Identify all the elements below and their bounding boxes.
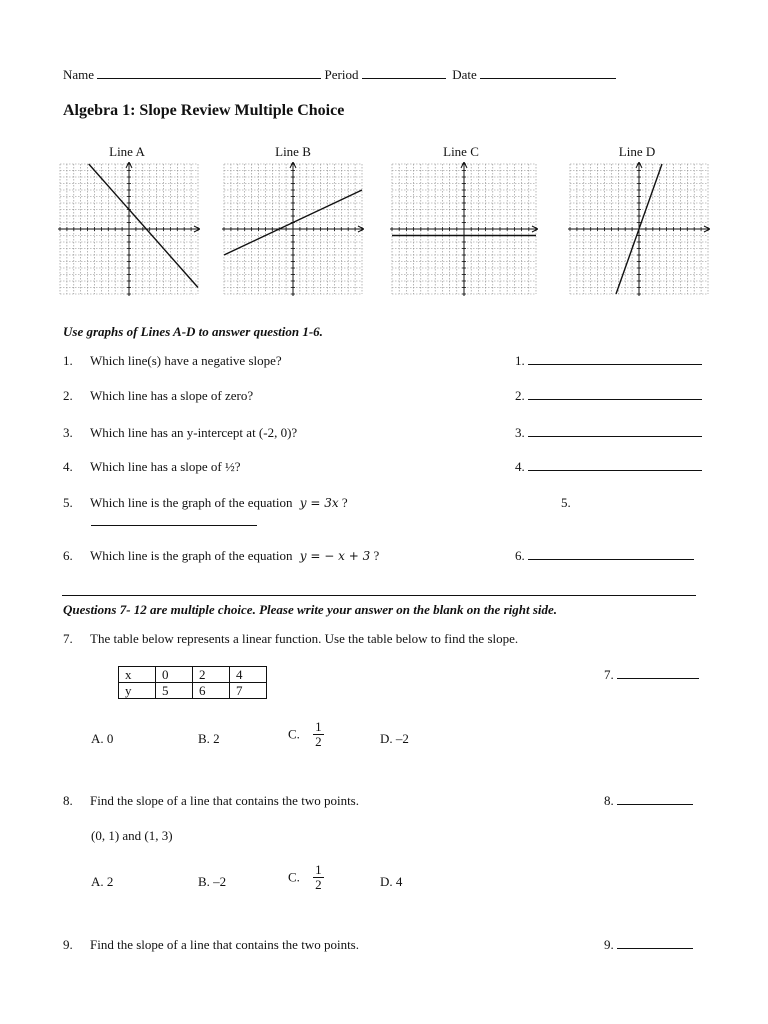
date-label: Date — [452, 67, 477, 82]
graph-line-c — [390, 162, 538, 296]
plotted-line — [89, 164, 198, 288]
choice-8d[interactable]: D. 4 — [380, 874, 403, 889]
choice-letter: C. — [288, 869, 300, 885]
question-number: 4. — [63, 459, 73, 474]
answer-8 — [604, 793, 693, 809]
question-number: 6. — [63, 548, 73, 563]
function-table — [118, 666, 267, 699]
graph-line-a — [58, 162, 200, 296]
question-text: Find the slope of a line that contains the two points. — [90, 937, 359, 952]
answer-blank-1[interactable] — [528, 353, 702, 365]
choice-8b[interactable]: B. –2 — [198, 874, 227, 889]
question-text: Which line is the graph of the equation — [90, 548, 293, 563]
graph-label-c: Line C — [443, 144, 479, 159]
answer-blank-6[interactable] — [528, 548, 694, 560]
table-row — [119, 683, 267, 699]
question-suffix: ? — [341, 495, 348, 510]
question-number: 2. — [63, 388, 73, 403]
table-cell: 6 — [193, 683, 230, 699]
period-blank[interactable] — [362, 67, 446, 79]
question-text: Which line has an y-intercept at (-2, 0)? — [90, 425, 298, 440]
fraction-numerator: 1 — [315, 862, 322, 877]
instructions-lines: Use graphs of Lines A-D to answer question 1-6. — [63, 324, 323, 339]
table-cell: 7 — [230, 683, 267, 699]
answer-blank-2[interactable] — [528, 388, 702, 400]
answer-label: 6. — [515, 548, 525, 563]
answer-4 — [515, 459, 702, 475]
answer-label: 8. — [604, 793, 614, 808]
question-8 — [63, 793, 359, 809]
question-4 — [63, 459, 241, 475]
page-title: Algebra 1: Slope Review Multiple Choice — [63, 102, 345, 119]
answer-5 — [91, 514, 257, 530]
choice-7d[interactable]: D. –2 — [380, 731, 409, 746]
equation: y = 3x — [299, 496, 339, 510]
choice-8a[interactable]: A. 2 — [91, 874, 114, 889]
table-cell: x — [119, 667, 156, 683]
question-7 — [63, 631, 518, 647]
answer-label: 2. — [515, 388, 525, 403]
question-text: Which line has a slope of ½? — [90, 459, 241, 474]
table-cell: 4 — [230, 667, 267, 683]
answer-label: 7. — [604, 667, 614, 682]
equation: y = − x + 3 — [299, 549, 371, 563]
graph-label-b: Line B — [275, 144, 311, 159]
question-number: 5. — [63, 495, 73, 510]
answer-6 — [515, 548, 694, 564]
question-text: Which line(s) have a negative slope? — [90, 353, 282, 368]
answer-blank-4[interactable] — [528, 459, 702, 471]
table-cell: 2 — [193, 667, 230, 683]
choice-letter: C. — [288, 726, 300, 742]
question-number: 9. — [63, 937, 73, 952]
header-line — [63, 67, 616, 83]
name-label: Name — [63, 67, 95, 82]
question-5 — [63, 495, 348, 511]
graph-label-d: Line D — [618, 144, 656, 159]
question-number: 3. — [63, 425, 73, 440]
question-text: Which line has a slope of zero? — [90, 388, 254, 403]
question-6 — [63, 548, 379, 564]
fraction-one-half — [313, 720, 324, 749]
period-label: Period — [324, 67, 359, 82]
fraction-one-half — [313, 863, 324, 892]
answer-label: 1. — [515, 353, 525, 368]
choice-7c[interactable] — [288, 720, 324, 749]
answer-blank-7[interactable] — [617, 667, 699, 679]
fraction-numerator: 1 — [315, 719, 322, 734]
question-number: 1. — [63, 353, 73, 368]
question-number: 8. — [63, 793, 73, 808]
fraction-denominator: 2 — [315, 877, 322, 892]
choice-8c[interactable] — [288, 863, 324, 892]
section-divider — [62, 595, 696, 596]
instructions-multiple-choice: Questions 7- 12 are multiple choice. Please write your answer on the blank on the right side. — [63, 602, 558, 617]
question-suffix: ? — [373, 548, 380, 563]
question-number: 7. — [63, 631, 73, 646]
table-cell: 5 — [156, 683, 193, 699]
question-text: The table below represents a linear function. Use the table below to find the slope. — [90, 631, 519, 646]
answer-label: 3. — [515, 425, 525, 440]
table-row — [119, 667, 267, 683]
table-cell: 0 — [156, 667, 193, 683]
answer-9 — [604, 937, 693, 953]
question-text: Find the slope of a line that contains the two points. — [90, 793, 359, 808]
answer-7 — [604, 667, 699, 683]
choice-7b[interactable]: B. 2 — [198, 731, 220, 746]
answer-2 — [515, 388, 702, 404]
graph-line-d — [568, 162, 710, 296]
table-cell: y — [119, 683, 156, 699]
question-3 — [63, 425, 297, 441]
graph-line-b — [222, 162, 364, 296]
date-blank[interactable] — [480, 67, 616, 79]
answer-blank-8[interactable] — [617, 793, 693, 805]
answer-blank-5[interactable] — [91, 514, 257, 526]
answer-label: 4. — [515, 459, 525, 474]
answer-blank-9[interactable] — [617, 937, 693, 949]
question-2 — [63, 388, 253, 404]
question-text: Which line is the graph of the equation — [90, 495, 293, 510]
question-1 — [63, 353, 282, 369]
answer-blank-3[interactable] — [528, 425, 702, 437]
graph-label-a: Line A — [109, 144, 145, 159]
answer-3 — [515, 425, 702, 441]
fraction-denominator: 2 — [315, 734, 322, 749]
answer-label: 9. — [604, 937, 614, 952]
name-blank[interactable] — [97, 67, 321, 79]
question-9 — [63, 937, 359, 953]
choice-7a[interactable]: A. 0 — [91, 731, 114, 746]
answer-5-label: 5. — [561, 495, 571, 510]
question-8-points: (0, 1) and (1, 3) — [91, 828, 173, 843]
answer-1 — [515, 353, 702, 369]
